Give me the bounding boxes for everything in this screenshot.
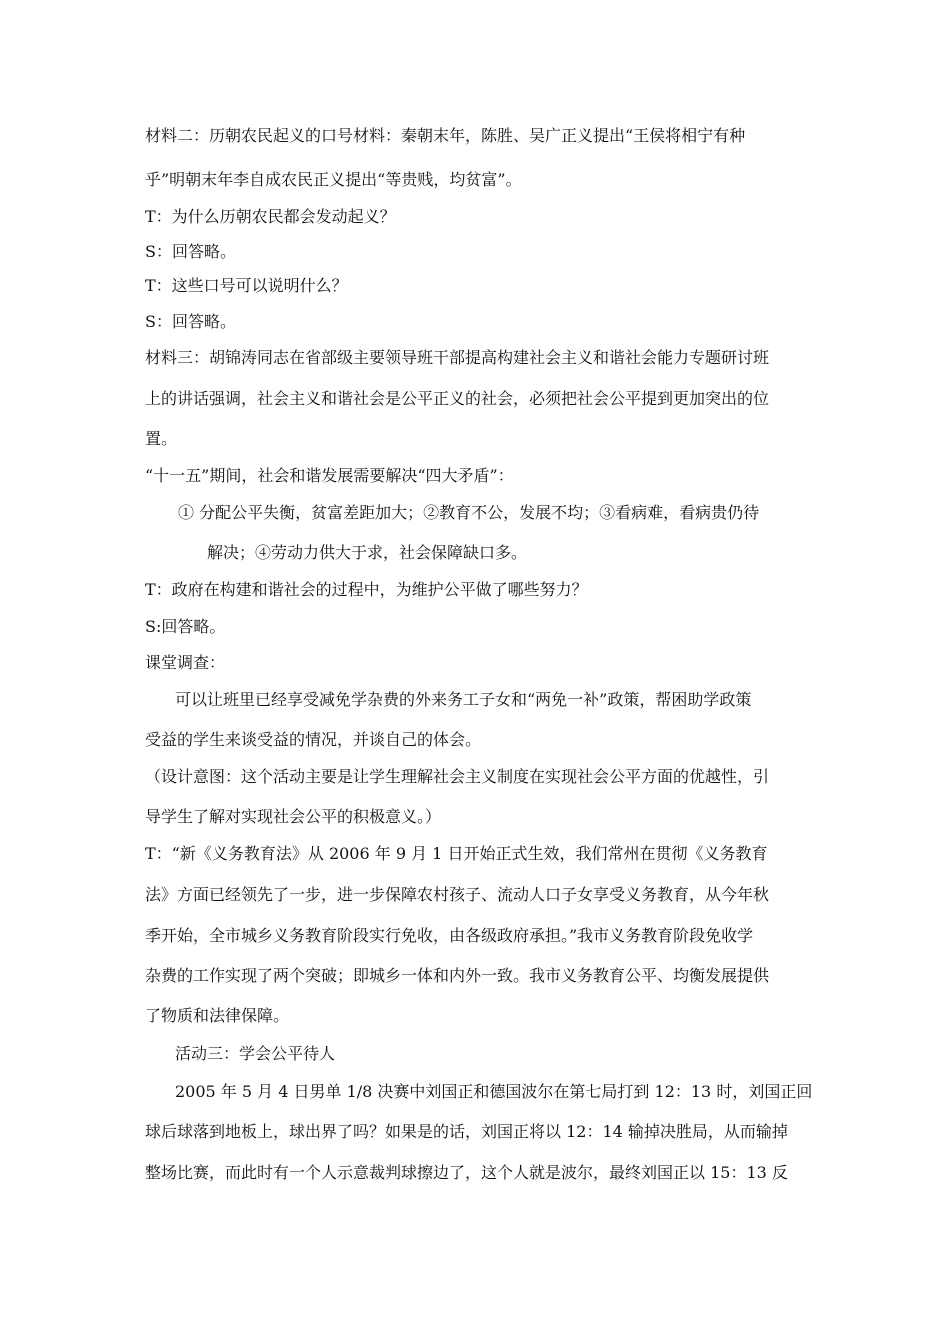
text-line: S：回答略。 — [145, 242, 236, 261]
text-line: 法》方面已经领先了一步，进一步保障农村孩子、流动人口子女享受义务教育，从今年秋 — [145, 885, 770, 904]
text-line: T：“新《义务教育法》从 2006 年 9 月 1 日开始正式生效，我们常州在贯彻《义务教育 — [145, 844, 768, 863]
text-line: 了物质和法律保障。 — [145, 1006, 290, 1025]
text-line: 可以让班里已经享受减免学杂费的外来务工子女和“两免一补”政策，帮困助学政策 — [175, 690, 752, 709]
text-line: 置。 — [145, 429, 178, 448]
section-heading: 课堂调查： — [145, 653, 226, 672]
text-line: 杂费的工作实现了两个突破；即城乡一体和内外一致。我市义务教育公平、均衡发展提供 — [145, 966, 770, 985]
text-line: 材料三：胡锦涛同志在省部级主要领导班干部提高构建社会主义和谐社会能力专题研讨班 — [145, 348, 770, 367]
text-line: （设计意图：这个活动主要是让学生理解社会主义制度在实现社会公平方面的优越性，引 — [145, 767, 770, 786]
text-line: 2005 年 5 月 4 日男单 1/8 决赛中刘国正和德国波尔在第七局打到 12：13 时，刘国正回 — [175, 1082, 813, 1101]
text-line: T：这些口号可以说明什么？ — [145, 276, 348, 295]
text-line: 受益的学生来谈受益的情况，并谈自己的体会。 — [145, 730, 482, 749]
text-line: “十一五”期间，社会和谐发展需要解决“四大矛盾”： — [145, 466, 514, 485]
section-heading: 活动三：学会公平待人 — [175, 1044, 336, 1063]
text-line: 季开始，全市城乡义务教育阶段实行免收，由各级政府承担。”我市义务教育阶段免收学 — [145, 926, 754, 945]
text-line: 球后球落到地板上，球出界了吗？如果是的话，刘国正将以 12：14 输掉决胜局，从而输掉 — [145, 1122, 788, 1141]
text-line: 整场比赛，而此时有一个人示意裁判球擦边了，这个人就是波尔，最终刘国正以 15：13 反 — [145, 1163, 788, 1182]
text-line: 导学生了解对实现社会公平的积极意义。） — [145, 807, 442, 826]
text-line: 乎”明朝末年李自成农民正义提出“等贵贱，均贫富”。 — [145, 170, 522, 189]
text-line: S：回答略。 — [145, 312, 236, 331]
text-line: 解决；④劳动力供大于求，社会保障缺口多。 — [207, 543, 528, 562]
text-line: 材料二：历朝农民起义的口号材料：秦朝末年，陈胜、吴广正义提出“王侯将相宁有种 — [145, 126, 746, 145]
text-line: T：政府在构建和谐社会的过程中，为维护公平做了哪些努力？ — [145, 580, 588, 599]
text-line: 上的讲话强调，社会主义和谐社会是公平正义的社会，必须把社会公平提到更加突出的位 — [145, 389, 770, 408]
list-item: ① 分配公平失衡，贫富差距加大；②教育不公，发展不均；③看病难，看病贵仍待 — [178, 503, 760, 522]
text-line: S:回答略。 — [145, 617, 226, 636]
text-line: T：为什么历朝农民都会发动起义？ — [145, 207, 396, 226]
